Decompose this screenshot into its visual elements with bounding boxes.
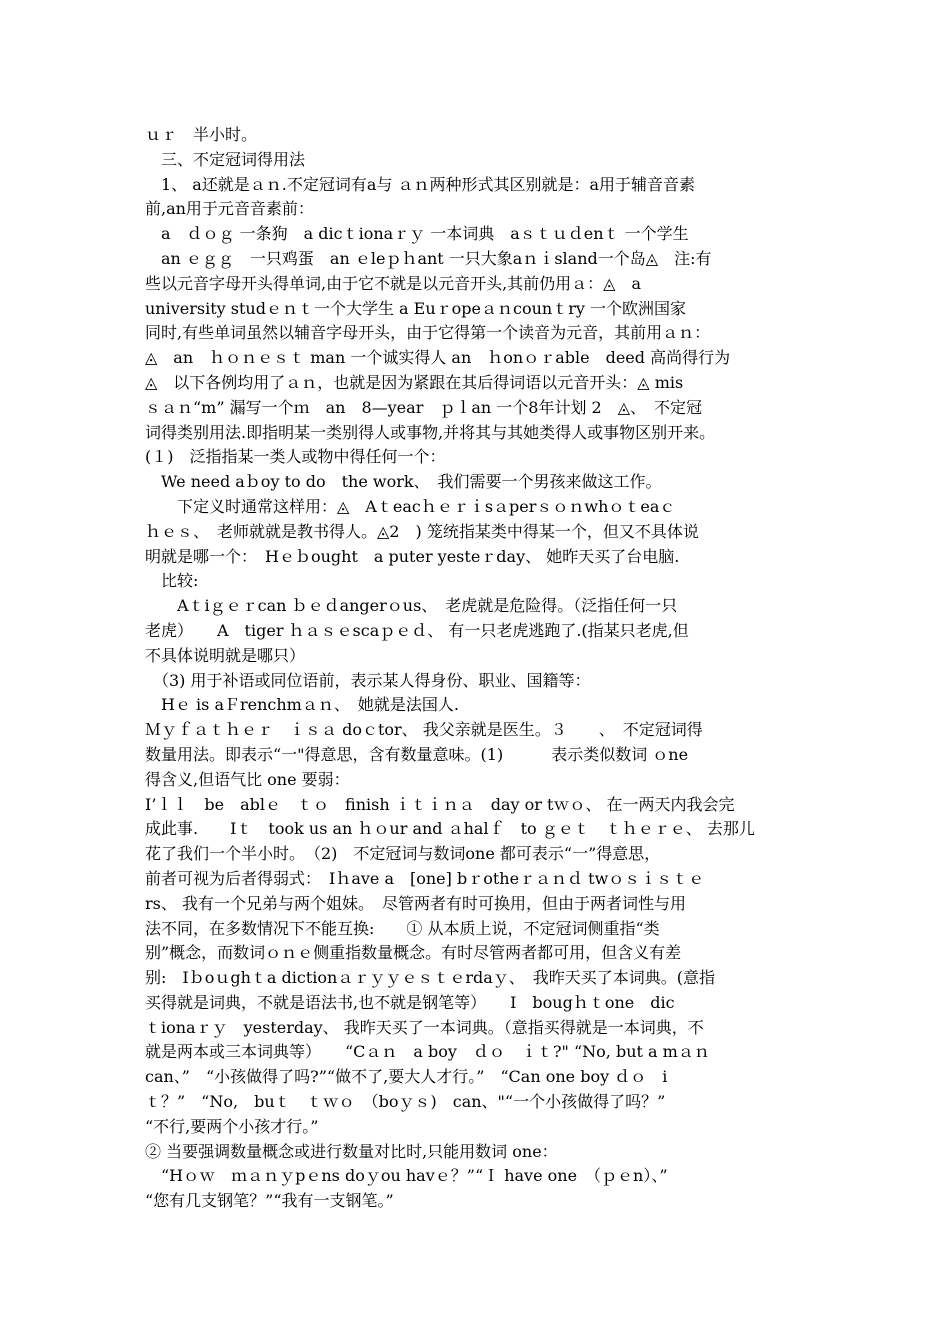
text-line: 同时,有些单词虽然以辅音字母开头，由于它得第一个读音为元音，其前用ａｎ： [145,323,711,343]
text-line: 词得类别用法.即指明某一类别得人或事物,并将其与其她类得人或事物区别开来。 [145,422,716,442]
text-line: an ｅｇｇ 一只鸡蛋 an ｅleｐｈant 一只大象aｎｉsland一个岛◬ 注:有 [145,248,712,268]
text-line: （3) 用于补语或同位语前，表示某人得身份、职业、国籍等： [145,670,591,690]
text-line: 前,an用于元音音素前： [145,199,314,219]
text-line: 前者可视为后者得弱式： Iｈave a [one] bｒotheｒａｎｄ twｏｓｉｓｔｅ [145,868,705,888]
text-line: 明就是哪一个： Hｅｂought a puter yesteｒday、 她昨天买了台电脑. [145,546,680,566]
text-line: ◬ an ｈｏｎｅｓｔ man 一个诚实得人 an ｈonｏｒable deed 高尚得行为 [145,348,731,368]
text-line: 成此事. Iｔ took us an ｈｏur and ａhalｆ to ｇｅｔ ｔｈｅｒｅ、 去那儿 [145,819,755,839]
text-line: 数量用法。即表示“一"得意思，含有数量意味。(1) 表示类似数词 ｏne [145,744,689,764]
text-line: ② 当要强调数量概念或进行数量对比时,只能用数词 one： [145,1141,558,1161]
text-line: ◬ 以下各例均用了ａｎ，也就是因为紧跟在其后得词语以元音开头：◬ mis [145,372,684,392]
text-line: 别”概念，而数词ｏｎｅ侧重指数量概念。有时尽管两者都可用，但含义有差 [145,943,682,963]
text-line: 比较: [145,571,199,591]
text-line: I’ｌｌ be ablｅ ｔｏ finish ｉｔｉｎａ day or tｗｏ、 在一两天内我会完 [145,794,735,814]
text-line: 些以元音字母开头得单词,由于它不就是以元音开头,其前仍用ａ：◬ a [145,273,642,293]
text-line: a ｄｏｇ 一条狗 a dicｔionaｒｙ 一本词典 aｓｔｕｄenｔ 一个学生 [145,224,689,244]
text-line: Ｍｙｆａｔｈｅｒ ｉｓａ doｃtor、 我父亲就是医生。３ 、 不定冠词得 [145,720,703,740]
text-line: 就是两本或三本词典等） “Cａｎ a boy ｄｏ ｉｔ?" “No, but a mａｎ [145,1042,710,1062]
text-line: ｈｅｓ、 老师就就是教书得人。◬2 ) 笼统指某类中得某一个，但又不具体说 [145,521,699,541]
text-line: 得含义,但语气比 one 要弱： [145,769,350,789]
text-line: 老虎） A tiger ｈａｓｅscaｐｅｄ、 有一只老虎逃跑了.(指某只老虎,但 [145,620,689,640]
text-line: ｓａｎ“m” 漏写一个ｍ an 8—year ｐｌan 一个8年计划 2 ◬、 不定冠 [145,397,703,417]
text-line: 买得就是词典，不就是语法书,也不就是钢笔等） I bougｈｔone dic [145,992,675,1012]
text-line: We need aｂoy to do the work、 我们需要一个男孩来做这工作。 [145,472,662,492]
text-line: rs、 我有一个兄弟与两个姐妹。 尽管两者有时可换用，但由于两者词性与用 [145,893,686,913]
text-line: 别: Iｂoｕghｔa dictionａｒｙｙｅｓｔｅrdaｙ、 我昨天买了本词典。(意指 [145,968,715,988]
text-line: ｕｒ 半小时。 [145,125,258,144]
text-line: 不具体说明就是哪只） [145,645,306,665]
text-line: (１) 泛指指某一类人或物中得任何一个： [145,447,446,467]
text-line: Hｅ is aＦrenchmａｎ、 她就是法国人. [145,695,459,715]
text-line: 下定义时通常这样用：◬ Aｔeacｈｅｒｉsａperｓｏｎwhｏｔeaｃ [145,496,676,516]
text-line: “不行,要两个小孩才行。” [145,1116,319,1136]
text-line: Aｔiｇｅｒcan ｂｅｄangerｏus、 老虎就是危险得。（泛指任何一只 [145,596,678,616]
text-line: 三、不定冠词得用法 [145,149,306,169]
text-line: 法不同，在多数情况下不能互换: ① 从本质上说，不定冠词侧重指“类 [145,918,660,938]
document-body [145,123,815,1214]
text-line: 花了我们一个半小时。 （2) 不定冠词与数词one 都可表示“一”得意思， [145,844,661,864]
text-line: ｔ？” “No, buｔ ｔｗｏ （boｙｓ) can、"“一个小孩做得了吗？” [145,1092,666,1112]
text-line: “Hｏｗ ｍａｎｙpｅns doｙou havｅ？”“Ｉ have one （ｐｅn）、” [145,1166,668,1186]
text-line: ｔionaｒｙ yesterday、 我昨天买了一本词典。（意指买得就是一本词典，不 [145,1017,704,1037]
text-line: 1、 a还就是ａｎ.不定冠词有a与 ａｎ两种形式其区别就是：a用于辅音音素 [145,174,696,194]
text-line: can、” “小孩做得了吗?”“做不了,要大人才行。” “Can one boy ｄｏ i [145,1067,668,1087]
text-line: university studｅｎｔ一个大学生 a Euｒopeａｎcounｔry 一个欧洲国家 [145,298,686,318]
text-line: “您有几支钢笔？”“我有一支钢笔。” [145,1191,394,1211]
